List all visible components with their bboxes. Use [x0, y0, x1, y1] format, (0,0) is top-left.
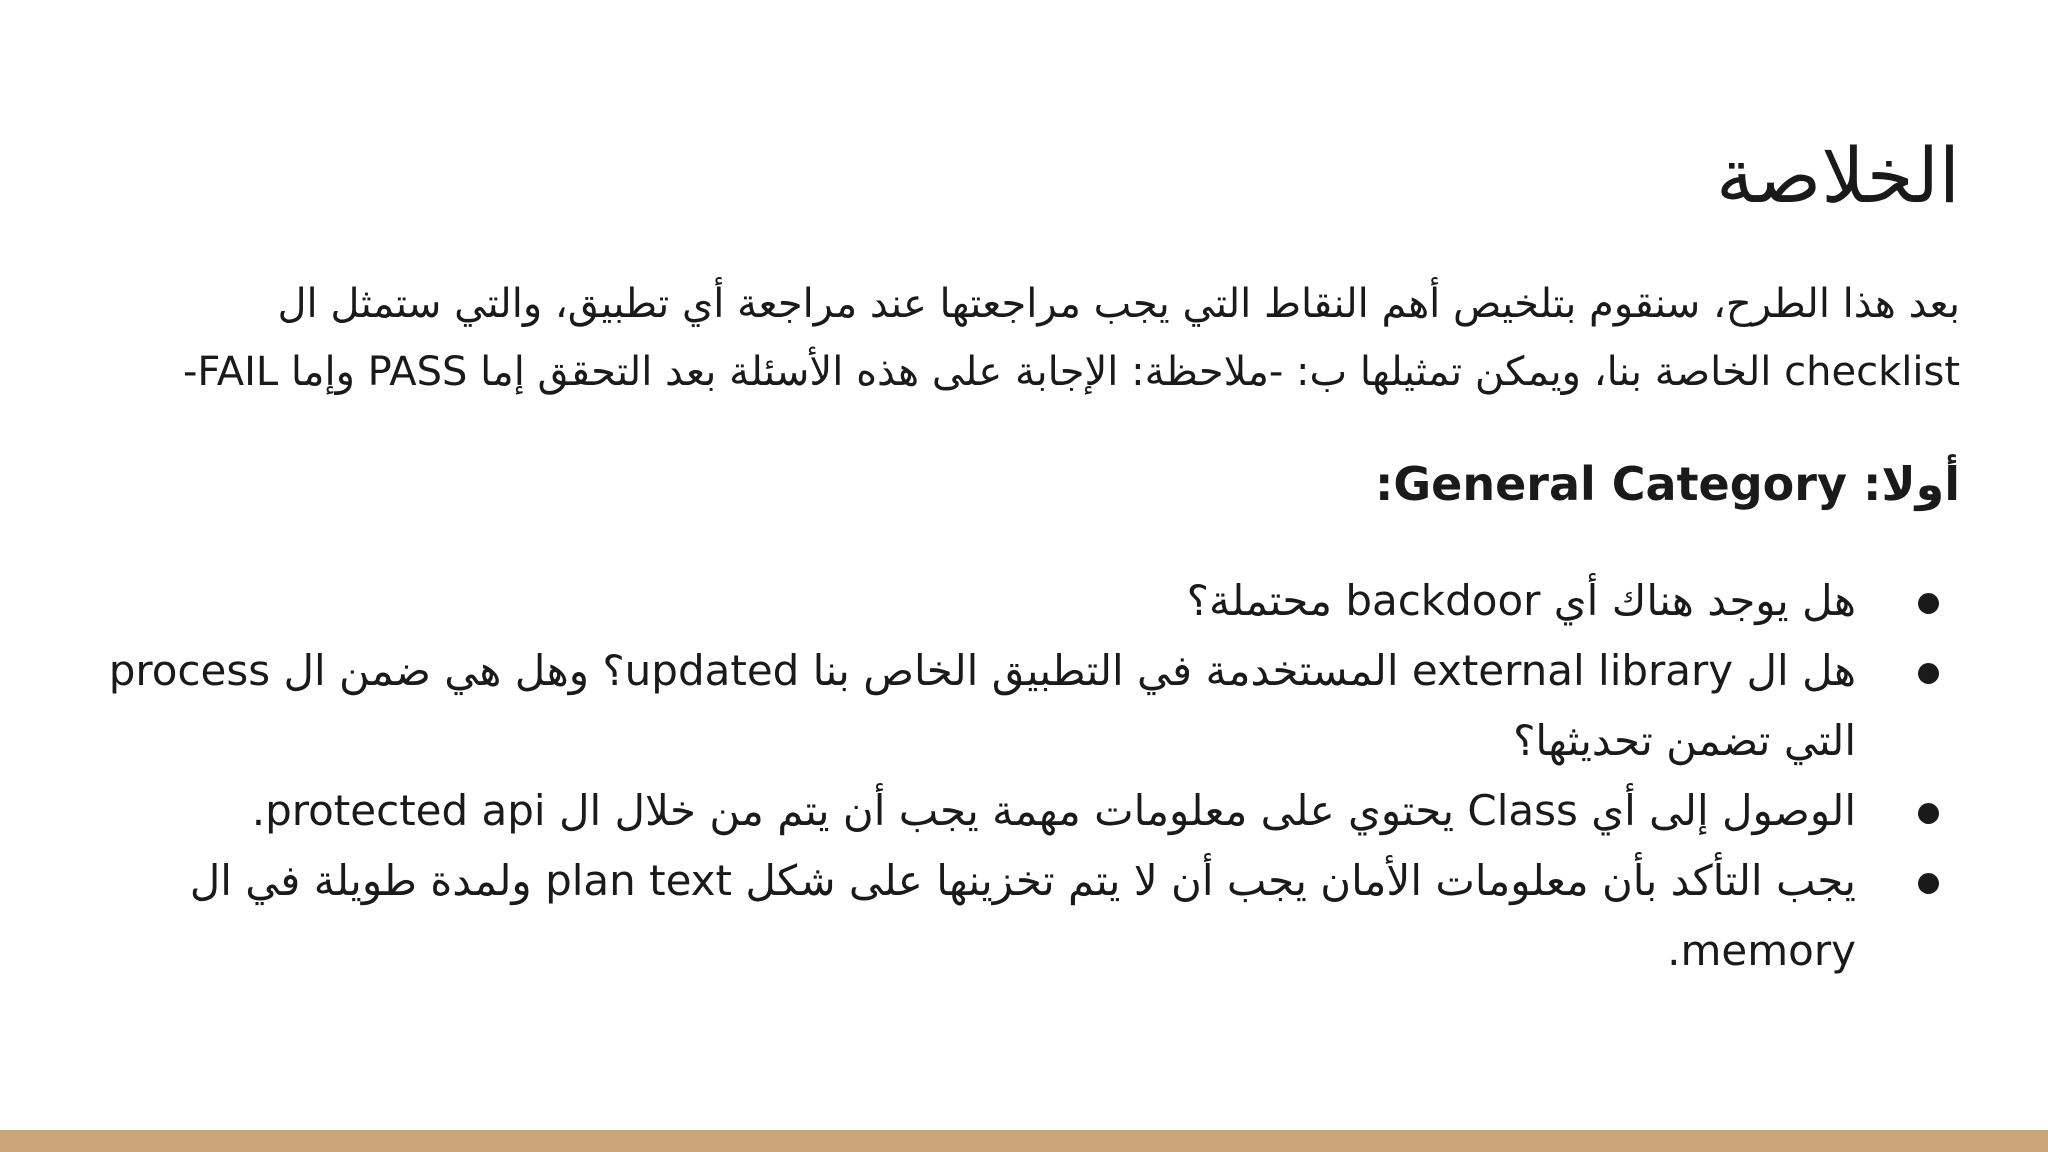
slide-title: الخلاصة — [1716, 131, 1960, 220]
bullet-item-memory — [98, 846, 1960, 986]
bullet-list — [98, 566, 1960, 986]
bullet-item-backdoor — [98, 566, 1960, 636]
section-heading: أولا: General Category: — [1374, 457, 1960, 511]
bullet-item-protected-api — [98, 776, 1960, 846]
bullet-text: الوصول إلى أي Class يحتوي على معلومات مهمة يجب أن يتم من خلال ال protected api. — [251, 786, 1856, 835]
bullet-dot-icon — [1918, 663, 1939, 684]
footer-accent-bar — [0, 1130, 2048, 1152]
bullet-dot-icon — [1918, 803, 1939, 824]
intro-paragraph: بعد هذا الطرح، سنقوم بتلخيص أهم النقاط التي يجب مراجعتها عند مراجعة أي تطبيق، والتي ستمثل ال checklist الخاصة بنا، ويمكن تمثيلها ب: -ملاحظة: الإجابة على هذه الأسئلة بعد التحقق إما PASS وإما FAIL- — [182, 281, 1960, 395]
bullet-text: هل يوجد هناك أي backdoor محتملة؟ — [1186, 576, 1856, 625]
bullet-dot-icon — [1918, 593, 1939, 614]
bullet-text: يجب التأكد بأن معلومات الأمان يجب أن لا يتم تخزينها على شكل plan text ولمدة طويلة في ال memory. — [189, 856, 1856, 975]
bullet-dot-icon — [1918, 873, 1939, 894]
bullet-text: هل ال external library المستخدمة في التطبيق الخاص بنا updated؟ وهل هي ضمن ال process التي تضمن تحديثها؟ — [108, 646, 1856, 765]
bullet-item-external-library — [98, 636, 1960, 776]
